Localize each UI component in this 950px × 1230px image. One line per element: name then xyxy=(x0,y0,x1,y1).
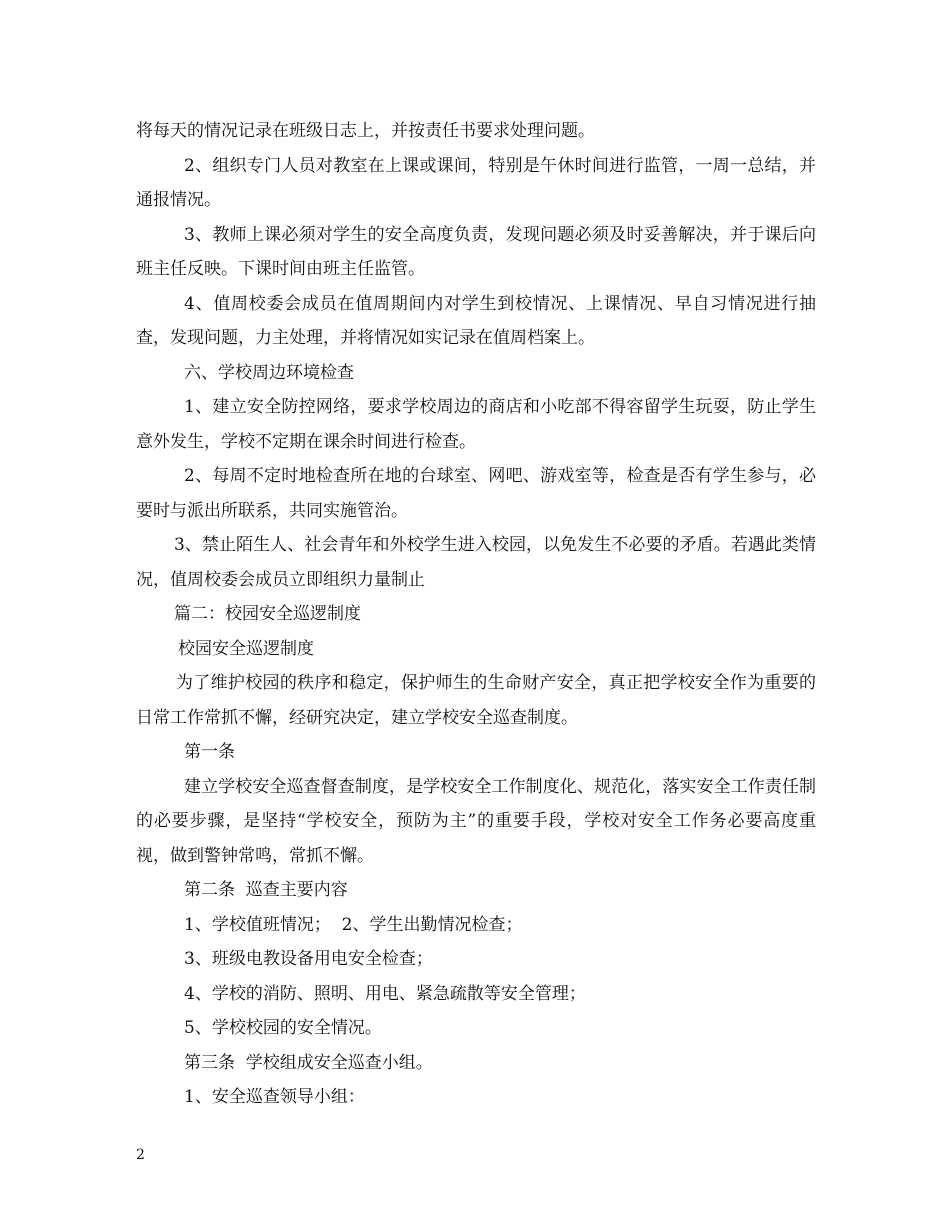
inspection-item-1-2: 1、学校值班情况； 2、学生出勤情况检查； xyxy=(184,914,523,935)
article-three-heading: 第三条 学校组成安全巡查小组。 xyxy=(184,1052,433,1073)
page-number: 2 xyxy=(136,1147,145,1163)
paragraph-item-2: 2、组织专门人员对教室在上课或课间，特别是午休时间进行监管，一周一总结，并通报情况。 xyxy=(136,155,816,210)
chapter-heading: 篇二：校园安全巡逻制度 xyxy=(174,604,361,624)
paragraph-env-3: 3、禁止陌生人、社会青年和外校学生进入校园，以免发生不必要的矛盾。若遇此类情况，值周校委会成员立即组织力量制止 xyxy=(136,535,816,590)
paragraph-env-2: 2、每周不定时地检查所在地的台球室、网吧、游戏室等，检查是否有学生参与，必要时与派出所联系，共同实施管治。 xyxy=(136,466,816,521)
document-title: 校园安全巡逻制度 xyxy=(178,638,314,659)
inspection-item-3: 3、班级电教设备用电安全检查； xyxy=(184,949,433,969)
inspection-item-4: 4、学校的消防、照明、用电、紧急疏散等安全管理； xyxy=(184,983,586,1004)
paragraph-env-1: 1、建立安全防控网络，要求学校周边的商店和小吃部不得容留学生玩耍，防止学生意外发生，学校不定期在课余时间进行检查。 xyxy=(136,397,816,452)
article-two-heading: 第二条 巡查主要内容 xyxy=(184,880,348,900)
group-item-1: 1、安全巡查领导小组： xyxy=(184,1087,365,1107)
article-one-heading: 第一条 xyxy=(184,742,235,762)
article-one-text: 建立学校安全巡查督查制度，是学校安全工作制度化、规范化，落实安全工作责任制的必要步骤，是坚持“学校安全，预防为主”的重要手段，学校对安全工作务必要高度重视，做到警钟常鸣，常抓不懈。 xyxy=(136,776,816,866)
paragraph-continuation: 将每天的情况记录在班级日志上，并按责任书要求处理问题。 xyxy=(136,121,595,141)
paragraph-item-3: 3、教师上课必须对学生的安全高度负责，发现问题必须及时妥善解决，并于课后向班主任反映。下课时间由班主任监管。 xyxy=(136,224,816,279)
document-body xyxy=(136,114,816,1115)
paragraph-item-4: 4、值周校委会成员在值周期间内对学生到校情况、上课情况、早自习情况进行抽查，发现问题，力主处理，并将情况如实记录在值周档案上。 xyxy=(136,293,816,348)
inspection-item-5: 5、学校校园的安全情况。 xyxy=(184,1018,382,1038)
paragraph-intro: 为了维护校园的秩序和稳定，保护师生的生命财产安全，真正把学校安全作为重要的日常工作常抓不懈，经研究决定，建立学校安全巡查制度。 xyxy=(136,673,816,728)
section-heading-six: 六、学校周边环境检查 xyxy=(184,362,354,383)
